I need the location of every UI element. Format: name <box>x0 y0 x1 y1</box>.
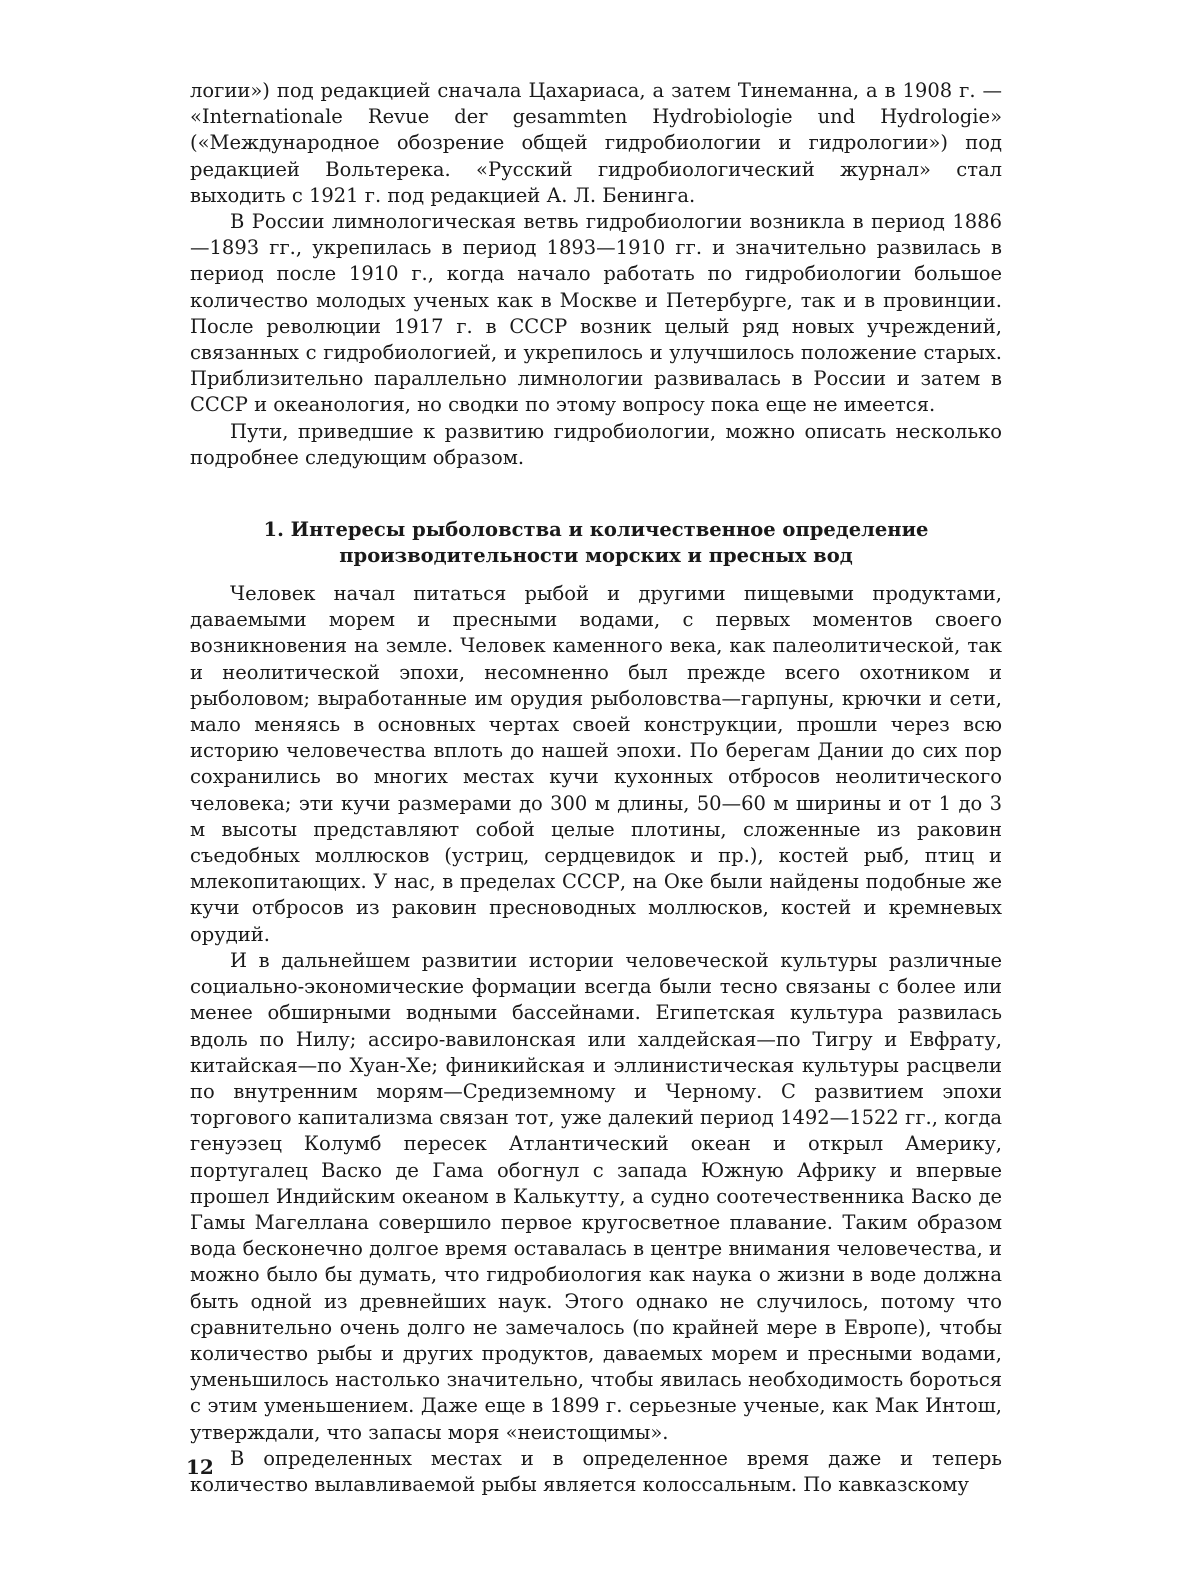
paragraph-paths: Пути, приведшие к развитию гидробиологии, можно описать несколько подробнее следующим образом. <box>190 419 1002 469</box>
paragraph-limnology-russia: В России лимнологическая ветвь гидробиологии возникла в период 1886—1893 гг., укрепилась в период 1893—1910 гг. и значительно развилась в период после 1910 г., когда начало работать по гидробиологии большое количество молодых ученых как в Москве и Петербурге, так и в провинции. После революции 1917 г. в СССР возник целый ряд новых учреждений, связанных с гидробиологией, и укрепилось и улучшилось положение старых. Приблизительно параллельно лимнологии развивалась в России и затем в СССР и океанология, но сводки по этому вопросу пока еще не имеется. <box>190 210 1002 417</box>
paragraph-catch: В определенных местах и в определенное время даже и теперь количество вылавливаемой рыбы является колоссальным. По кавказскому <box>190 1446 1002 1496</box>
paragraph-fishing-history: Человек начал питаться рыбой и другими пищевыми продуктами, даваемыми морем и пресными водами, с первых моментов своего возникновения на земле. Человек каменного века, как палеолитической, так и неолитической эпохи, несомненно был прежде всего охотником и рыболовом; выработанные им орудия рыболовства—гарпуны, крючки и сети, мало меняясь в основных чертах своей конструкции, прошли через всю историю человечества вплоть до нашей эпохи. По берегам Дании до сих пор сохранились во многих местах кучи кухонных отбросов неолитического человека; эти кучи размерами до 300 м длины, 50—60 м ширины и от 1 до 3 м высоты представляют собой целые плотины, сложенные из раковин съедобных моллюсков (устриц, сердцевидок и пр.), костей рыб, птиц и млекопитающих. У нас, в пределах СССР, на Оке были найдены подобные же кучи отбросов из раковин пресноводных моллюсков, костей и кремневых орудий. <box>190 582 1002 946</box>
paragraph-cultures: И в дальнейшем развитии истории человеческой культуры различные социально-экономические формации всегда были тесно связаны с более или менее обширными водными бассейнами. Египетская культура развилась вдоль по Нилу; ассиро-вавилонская или халдейская—по Тигру и Евфрату, китайская—по Хуан-Хе; финикийская и эллинистическая культуры расцвели по внутренним морям—Средиземному и Черному. С развитием эпохи торгового капитализма связан тот, уже далекий период 1492—1522 гг., когда генуэзец Колумб пересек Атлантический океан и открыл Америку, португалец Васко де Гама обогнул с запада Южную Африку и впервые прошел Индийским океаном в Калькутту, а судно соотечественника Васко де Гамы Магеллана совершило первое кругосветное плавание. Таким образом вода бесконечно долгое время оставалась в центре внимания человечества, и можно было бы думать, что гидробиология как наука о жизни в воде должна быть одной из древнейших наук. Этого однако не случилось, потому что сравнительно очень долго не замечалось (по крайней мере в Европе), чтобы количество рыбы и других продуктов, даваемых морем и пресными водами, уменьшилось настолько значительно, чтобы явилась необходимость бороться с этим уменьшением. Даже еще в 1899 г. серьезные ученые, как Мак Интош, утверждали, что запасы моря «неистощимы». <box>190 948 1002 1444</box>
section-heading: 1. Интересы рыболовства и количественное определение производительности морских и пресных вод <box>263 518 929 568</box>
page-number: 12 <box>186 1455 214 1479</box>
paragraph-journals: логии») под редакцией сначала Цахариаса, а затем Тинеманна, а в 1908 г. — «Internationale Revue der gesammten Hydrobiologie und Hydrologie» («Международное обозрение общей гидробиологии и гидрологии») под редакцией Вольтерека. «Русский гидробиологический журнал» стал выходить с 1921 г. под редакцией А. Л. Бенинга. <box>190 79 1002 207</box>
page-body <box>190 78 1002 1498</box>
